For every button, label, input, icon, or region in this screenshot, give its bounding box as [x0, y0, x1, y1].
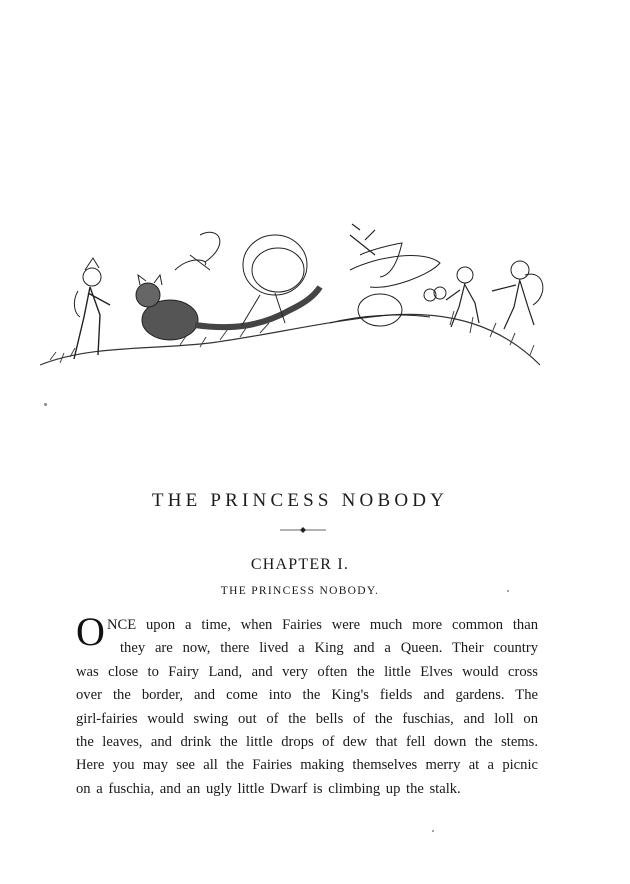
ornament-divider [280, 527, 326, 533]
text-line: was close to Fairy Land, and very often the little Elves would cross [76, 663, 538, 680]
book-title: THE PRINCESS NOBODY [151, 490, 449, 511]
text-line: over the border, and come into the King's fields and gardens. The [76, 687, 538, 704]
paper-speck [507, 590, 509, 592]
drop-cap: O [76, 609, 105, 654]
text-line: Here you may see all the Fairies making themselves merry at a picnic [76, 757, 538, 774]
text-line: NCE upon a time, when Fairies were much more common than [107, 617, 538, 633]
body-paragraph [76, 609, 538, 801]
paper-speck [44, 403, 47, 406]
paper-speck [432, 830, 434, 832]
chapter-subtitle: THE PRINCESS NOBODY. [220, 585, 380, 597]
text-line: on a fuschia, and an ugly little Dwarf is climbing up the stalk. [76, 780, 461, 797]
fairy-illustration [30, 215, 550, 405]
text-line: girl-fairies would swing out of the bells of the fuschias, and loll on [76, 710, 538, 727]
text-line: the leaves, and drink the little drops of dew that fell down the stems. [76, 734, 538, 751]
text-line: they are now, there lived a King and a Queen. Their country [120, 640, 538, 657]
chapter-title: CHAPTER I. [250, 556, 350, 573]
